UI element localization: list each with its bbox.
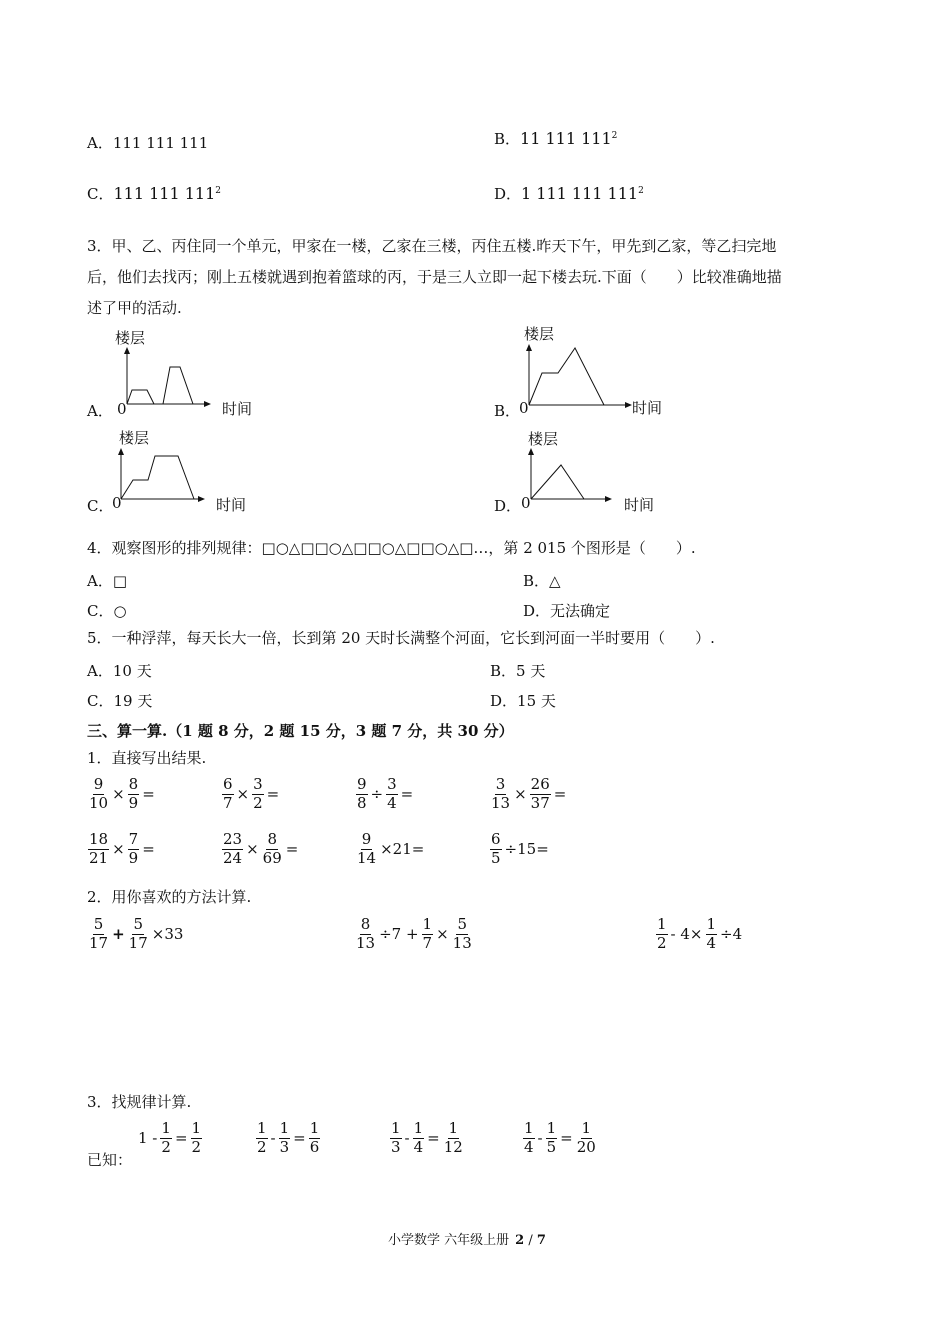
numerator: 1 (413, 1119, 424, 1137)
graph-origin: 0 (117, 400, 127, 418)
denominator: 14 (357, 848, 377, 867)
fraction (222, 832, 243, 867)
direct-calc-item (356, 832, 425, 867)
q4-option-a (87, 570, 127, 591)
fraction (256, 1121, 268, 1156)
known-label: 已知： (87, 1151, 133, 1169)
numerator: 8 (267, 830, 277, 848)
fraction (279, 1121, 291, 1156)
pattern-item (390, 1121, 464, 1156)
q4-option-b (523, 570, 561, 591)
fraction (191, 1121, 203, 1156)
operator: × (436, 925, 449, 944)
numerator: 1 (706, 915, 717, 933)
denominator: 4 (387, 793, 397, 812)
superscript: 2 (215, 186, 222, 196)
y-axis-arrow (118, 448, 124, 455)
fraction (222, 777, 234, 812)
fraction (523, 1121, 535, 1156)
page-number: 2 (515, 1233, 525, 1248)
fraction (252, 777, 264, 812)
option-value: □ (112, 572, 128, 590)
denominator: 2 (191, 1137, 202, 1156)
fraction (390, 1121, 402, 1156)
operator: = (285, 840, 299, 859)
fraction (576, 1121, 597, 1156)
denominator: 2 (257, 1137, 267, 1156)
denominator: 2 (253, 793, 263, 812)
numerator: 18 (89, 830, 109, 848)
numerator: 1 (581, 1119, 592, 1137)
section-3-title: 三、算一算.（1 题 8 分，2 题 15 分，3 题 7 分，共 30 分） (87, 722, 514, 740)
operator: = (427, 1129, 440, 1148)
option-value: ○ (113, 602, 127, 620)
numerator: 6 (223, 775, 233, 793)
q5-option-c (87, 690, 152, 711)
operator: = (142, 840, 155, 859)
option-label: B． (490, 662, 517, 680)
q2-option-b (494, 128, 617, 149)
option-label: C． (87, 185, 114, 203)
numerator: 6 (491, 830, 501, 848)
operator: - (270, 1129, 276, 1148)
operator: ÷ (370, 785, 384, 804)
page-footer (388, 1229, 546, 1248)
graph-y-label: 楼层 (524, 325, 555, 343)
numerator: 7 (128, 830, 139, 848)
numerator: 1 (391, 1119, 401, 1137)
denominator: 9 (128, 848, 139, 867)
fraction (386, 777, 398, 812)
q5-option-d (490, 690, 556, 711)
option-label: C． (87, 692, 114, 710)
numerator: 9 (357, 775, 367, 793)
operator: ×33 (151, 925, 184, 944)
numerator: 1 (422, 915, 433, 933)
direct-calc-item (222, 832, 299, 867)
option-value: 无法确定 (550, 602, 611, 620)
q3-line-3: 述了甲的活动. (87, 299, 182, 317)
fraction (706, 917, 718, 952)
fraction (88, 832, 109, 867)
operator: × (246, 840, 259, 859)
numerator: 23 (223, 830, 243, 848)
numerator: 1 (161, 1119, 171, 1137)
numerator: 5 (93, 915, 104, 933)
q4-option-c (87, 600, 127, 621)
direct-calc-item (490, 777, 567, 812)
option-value: 10 天 (112, 662, 152, 680)
option-value: 111 111 111 (113, 184, 216, 203)
fraction (530, 777, 551, 812)
graph-line (531, 465, 584, 499)
direct-calc-item (356, 777, 414, 812)
numerator: 1 (257, 1119, 267, 1137)
operator: × (514, 785, 527, 804)
part-2-title: 2．用你喜欢的方法计算. (87, 888, 252, 906)
denominator: 37 (530, 793, 550, 812)
part-1-title: 1．直接写出结果. (87, 749, 207, 767)
graph-y-label: 楼层 (119, 429, 150, 447)
fraction (490, 832, 502, 867)
q2-option-a (87, 132, 208, 153)
numerator: 26 (530, 775, 550, 793)
fraction (88, 917, 109, 952)
denominator: 13 (356, 933, 376, 952)
q3-option-c-label: C． (87, 497, 114, 515)
denominator: 24 (223, 848, 243, 867)
denominator: 5 (546, 1137, 557, 1156)
x-axis-arrow (198, 496, 205, 502)
y-axis-arrow (124, 347, 130, 354)
denominator: 4 (706, 933, 717, 952)
option-value: 111 111 111 (112, 134, 209, 152)
option-value: 1 111 111 111 (521, 184, 639, 203)
graph-d-x-label: 时间 (624, 496, 655, 514)
operator: × (112, 840, 125, 859)
numerator: 8 (360, 915, 371, 933)
denominator: 20 (576, 1137, 596, 1156)
y-axis-arrow (528, 448, 534, 455)
operator: ÷4 (720, 925, 743, 944)
fraction (262, 832, 283, 867)
direct-calc-item (490, 832, 550, 867)
pattern-item (137, 1121, 202, 1156)
option-value: △ (549, 572, 561, 590)
operator: = (293, 1129, 306, 1148)
fraction (546, 1121, 558, 1156)
denominator: 2 (657, 933, 667, 952)
operator: × (112, 785, 125, 804)
denominator: 6 (309, 1137, 320, 1156)
denominator: 7 (223, 793, 233, 812)
graph-line (127, 367, 193, 404)
direct-calc-item (88, 777, 156, 812)
fraction (355, 917, 376, 952)
graph-c-x-label: 时间 (216, 496, 247, 514)
denominator: 4 (413, 1137, 424, 1156)
fraction (160, 1121, 172, 1156)
fraction (128, 777, 140, 812)
fraction (422, 917, 434, 952)
fraction (88, 777, 109, 812)
operator: + (112, 925, 125, 944)
denominator: 3 (391, 1137, 401, 1156)
denominator: 21 (89, 848, 109, 867)
q5-option-a (87, 660, 152, 681)
pattern-item (523, 1121, 597, 1156)
graph-b-x-label: 时间 (632, 399, 663, 417)
denominator: 8 (357, 793, 367, 812)
q4-text: 4．观察图形的排列规律：□○△□□○△□□○△□□○△□…，第 2 015 个图形是（ ）. (87, 539, 696, 557)
expression-2-2 (355, 917, 473, 952)
graph-line (529, 348, 604, 405)
option-label: B． (523, 572, 550, 590)
numerator: 1 (448, 1119, 459, 1137)
x-axis-arrow (625, 402, 632, 408)
denominator: 5 (491, 848, 501, 867)
option-label: A． (87, 572, 113, 590)
denominator: 12 (443, 1137, 463, 1156)
part-3-title: 3．找规律计算. (87, 1093, 192, 1111)
option-label: D． (490, 692, 518, 710)
operator: - (404, 1129, 410, 1148)
option-label: D． (523, 602, 551, 620)
numerator: 1 (657, 915, 667, 933)
denominator: 13 (491, 793, 511, 812)
graph-y-label: 楼层 (528, 430, 559, 448)
numerator: 5 (133, 915, 143, 933)
fraction (356, 777, 368, 812)
option-value: 11 111 111 (520, 129, 612, 148)
denominator: 17 (89, 933, 109, 952)
operator: = (553, 785, 567, 804)
fraction (356, 832, 377, 867)
fraction (413, 1121, 425, 1156)
operator: 1 - (138, 1129, 158, 1148)
option-label: A． (87, 134, 113, 152)
denominator: 10 (89, 793, 109, 812)
q2-option-c (87, 183, 221, 204)
superscript: 2 (611, 131, 618, 141)
numerator: 3 (495, 775, 506, 793)
numerator: 9 (361, 830, 372, 848)
denominator: 7 (422, 933, 433, 952)
operator: = (174, 1129, 188, 1148)
operator: ÷15= (504, 840, 549, 859)
option-label: C． (87, 602, 114, 620)
q5-text: 5．一种浮萍，每天长大一倍，长到第 20 天时长满整个河面，它长到河面一半时要用（ ）. (87, 629, 715, 647)
graph-origin: 0 (519, 399, 529, 417)
numerator: 1 (309, 1119, 320, 1137)
option-value: 15 天 (517, 692, 556, 710)
option-value: 19 天 (113, 692, 153, 710)
option-value: 5 天 (516, 662, 546, 680)
denominator: 4 (524, 1137, 534, 1156)
graph-origin: 0 (112, 494, 122, 512)
denominator: 17 (128, 933, 148, 952)
page-total: 7 (536, 1233, 546, 1248)
x-axis-arrow (204, 401, 211, 407)
operator: = (266, 785, 280, 804)
fraction (656, 917, 668, 952)
operator: = (400, 785, 414, 804)
graph-origin: 0 (521, 494, 531, 512)
numerator: 3 (253, 775, 263, 793)
footer-text: 小学数学 六年级上册 (388, 1233, 510, 1248)
numerator: 9 (93, 775, 104, 793)
direct-calc-item (222, 777, 280, 812)
superscript: 2 (638, 186, 644, 196)
q4-option-d (523, 600, 610, 621)
fraction (490, 777, 511, 812)
q3-option-d-label: D． (494, 497, 522, 515)
x-axis-arrow (605, 496, 612, 502)
option-label: B． (494, 130, 521, 148)
q5-option-b (490, 660, 545, 681)
numerator: 1 (279, 1119, 290, 1137)
graph-line (121, 456, 194, 499)
numerator: 8 (128, 775, 139, 793)
denominator: 2 (161, 1137, 171, 1156)
operator: = (142, 785, 155, 804)
q3-line-2: 后，他们去找丙；刚上五楼就遇到抱着篮球的丙，于是三人立即一起下楼去玩.下面（ ）比较准确地描 (87, 268, 782, 286)
denominator: 3 (279, 1137, 290, 1156)
operator: ×21= (380, 840, 425, 859)
y-axis-arrow (526, 344, 532, 351)
numerator: 1 (191, 1119, 202, 1137)
operator: × (236, 785, 250, 804)
pattern-item (256, 1121, 320, 1156)
fraction (128, 832, 140, 867)
option-label: D． (494, 185, 522, 203)
operator: ÷7 + (379, 925, 419, 944)
operator: = (560, 1129, 573, 1148)
q3-option-a-label: A． (87, 402, 113, 420)
numerator: 1 (524, 1119, 534, 1137)
fraction (443, 1121, 464, 1156)
graph-y-label: 楼层 (115, 329, 146, 347)
option-label: A． (87, 662, 113, 680)
fraction (128, 917, 149, 952)
expression-2-1 (88, 917, 184, 952)
denominator: 13 (452, 933, 472, 952)
denominator: 9 (128, 793, 139, 812)
graph-a-x-label: 时间 (222, 400, 253, 418)
operator: - 4× (670, 925, 703, 944)
fraction (452, 917, 473, 952)
expression-2-3 (656, 917, 743, 952)
page-separator: / (524, 1233, 537, 1248)
fraction (309, 1121, 321, 1156)
q2-option-d (494, 183, 644, 204)
numerator: 3 (387, 775, 397, 793)
q3-line-1: 3．甲、乙、丙住同一个单元，甲家在一楼，乙家在三楼，丙住五楼.昨天下午，甲先到乙家，等乙扫完地 (87, 237, 777, 255)
numerator: 1 (546, 1119, 557, 1137)
q3-option-b-label: B． (494, 402, 521, 420)
operator: - (537, 1129, 543, 1148)
numerator: 5 (457, 915, 467, 933)
direct-calc-item (88, 832, 156, 867)
denominator: 69 (262, 848, 282, 867)
